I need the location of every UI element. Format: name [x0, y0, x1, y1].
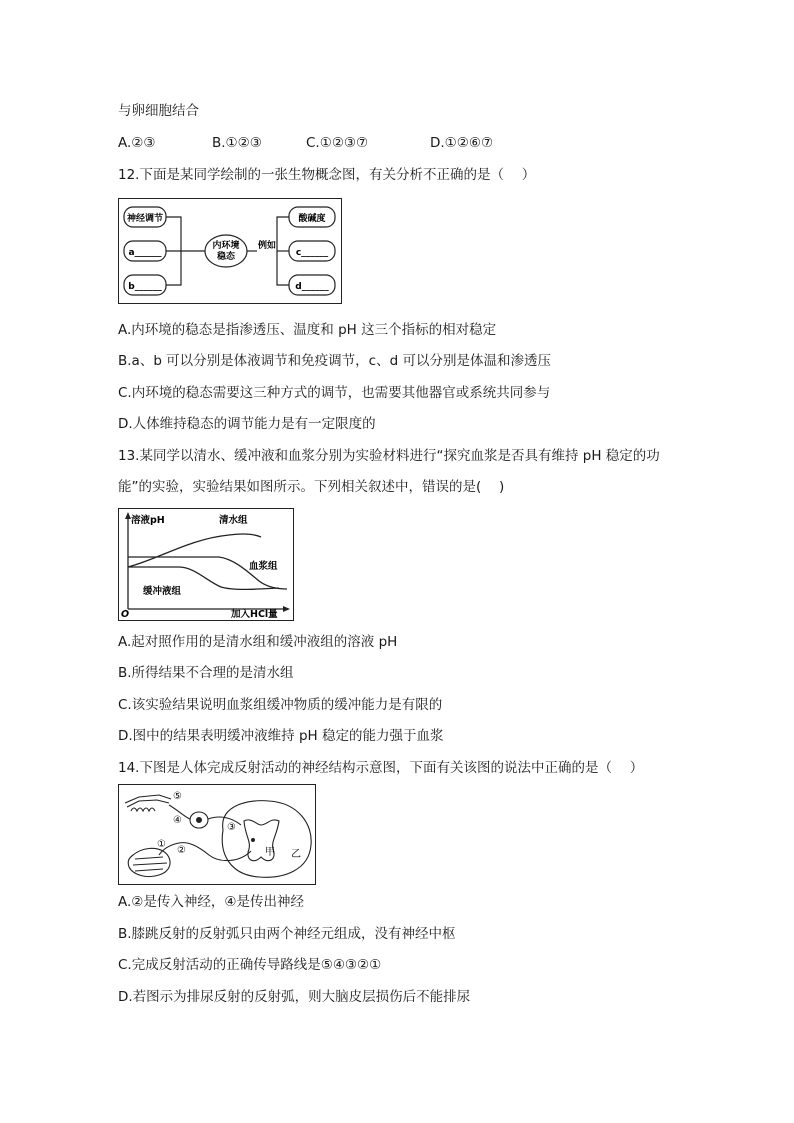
label-4: ④ — [173, 815, 182, 826]
series-label-water: 清水组 — [219, 515, 248, 526]
right-box-2-label: c______ — [295, 248, 329, 258]
q11-option-b: B.①②③ — [212, 135, 262, 151]
q13-stem-line-2: 能”的实验，实验结果如图所示。下列相关叙述中，错误的是( ) — [118, 479, 505, 495]
ganglion-cell-body — [196, 817, 202, 823]
label-yi: 乙 — [291, 849, 301, 860]
connector-label: 例如 — [257, 241, 277, 251]
q14-stem: 14.下图是人体完成反射活动的神经结构示意图，下面有关该图的说法中正确的是（ ） — [118, 760, 644, 776]
left-box-3-label: b______ — [128, 282, 162, 292]
q14-option-d: D.若图示为排尿反射的反射弧，则大脑皮层损伤后不能排尿 — [118, 989, 471, 1005]
q11-option-c: C.①②③⑦ — [306, 135, 369, 151]
series-label-buffer: 缓冲液组 — [143, 586, 182, 597]
x-axis-arrow — [283, 606, 290, 612]
q11-options — [118, 134, 493, 152]
q14-option-b: B.膝跳反射的反射弧只由两个神经元组成，没有神经中枢 — [118, 926, 456, 942]
q12-stem: 12.下面是某同学绘制的一张生物概念图，有关分析不正确的是（ ） — [118, 167, 536, 183]
q12-option-c: C.内环境的稳态需要这三种方式的调节，也需要其他器官或系统共同参与 — [118, 385, 551, 401]
q13-stem-line-1: 13.某同学以清水、缓冲液和血浆分别为实验材料进行“探究血浆是否具有维持 pH 稳定的功 — [118, 448, 660, 464]
q11-tail-line: 与卵细胞结合 — [118, 103, 199, 119]
q14-reflex-arc-diagram — [118, 784, 316, 885]
right-box-1-label: 酸碱度 — [298, 214, 326, 224]
q12-option-b: B.a、b 可以分别是体液调节和免疫调节，c、d 可以分别是体温和渗透压 — [118, 353, 551, 369]
label-5: ⑤ — [173, 791, 182, 802]
x-axis-label: 加入HCl量 — [231, 609, 278, 620]
series-label-plasma: 血浆组 — [249, 561, 278, 572]
label-1: ① — [157, 839, 166, 850]
left-box-2-label: a______ — [128, 248, 162, 258]
q14-option-a: A.②是传入神经，④是传出神经 — [118, 894, 304, 910]
synapse-dot — [251, 838, 255, 842]
q13-option-b: B.所得结果不合理的是清水组 — [118, 665, 294, 681]
q13-ph-chart — [118, 508, 294, 621]
left-box-1-label: 神经调节 — [126, 214, 164, 224]
q13-option-a: A.起对照作用的是清水组和缓冲液组的溶液 pH — [118, 634, 398, 650]
label-3: ③ — [227, 822, 236, 833]
y-axis-label: 溶液pH — [131, 515, 165, 526]
label-jia: 甲 — [265, 847, 275, 858]
q12-option-a: A.内环境的稳态是指渗透压、温度和 pH 这三个指标的相对稳定 — [118, 322, 497, 338]
q12-concept-map — [118, 198, 342, 304]
center-label-2: 稳态 — [216, 252, 236, 262]
origin-label: O — [121, 609, 130, 620]
q11-option-d: D.①②⑥⑦ — [430, 135, 494, 151]
q13-option-d: D.图中的结果表明缓冲液维持 pH 稳定的能力强于血浆 — [118, 728, 444, 744]
q12-option-d: D.人体维持稳态的调节能力是有一定限度的 — [118, 416, 376, 432]
right-box-3-label: d______ — [295, 282, 329, 292]
q11-option-a: A.②③ — [118, 135, 156, 151]
q13-option-c: C.该实验结果说明血浆组缓冲物质的缓冲能力是有限的 — [118, 697, 443, 713]
center-label-1: 内环境 — [212, 241, 240, 251]
label-2: ② — [177, 845, 186, 856]
q14-option-c: C.完成反射活动的正确传导路线是⑤④③②① — [118, 957, 382, 973]
